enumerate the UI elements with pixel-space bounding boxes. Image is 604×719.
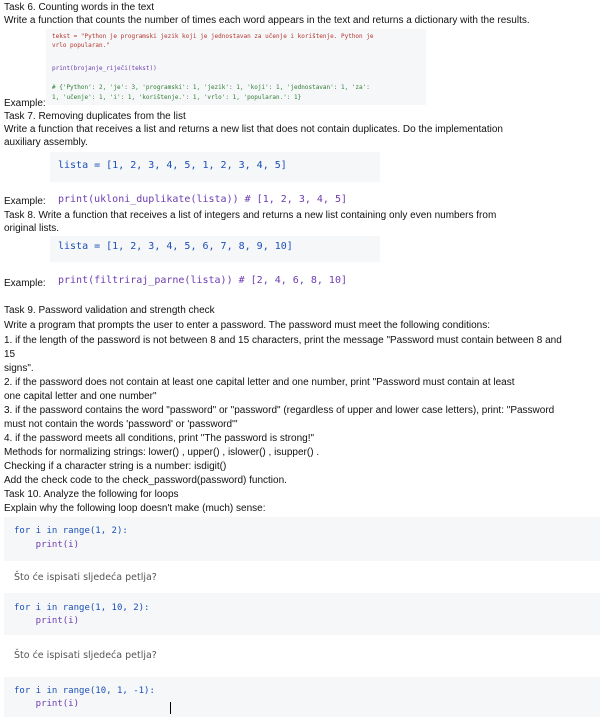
task9-line: Add the check code to the check_password(password) function. bbox=[4, 475, 287, 486]
task7-code-block bbox=[50, 152, 380, 182]
task9-line: Methods for normalizing strings: lower() , upper() , islower() , isupper() . bbox=[4, 447, 320, 458]
task8-example-code: print(filtriraj_parne(lista)) # [2, 4, 6, 8, 10] bbox=[58, 275, 347, 286]
task7-title: Task 7. Removing duplicates from the list bbox=[4, 111, 186, 122]
task9-line: 1. if the length of the password is not between 8 and 15 characters, print the message "Password must contain between 8 and bbox=[4, 335, 562, 346]
task6-description: Write a function that counts the number of times each word appears in the text and returns a dictionary with the results. bbox=[4, 15, 530, 26]
task8-title: Task 8. Write a function that receives a list of integers and returns a new list containing only even numbers from bbox=[4, 210, 497, 221]
task7-example-label: Example: bbox=[4, 196, 46, 207]
task9-line: Checking if a character string is a number: isdigit() bbox=[4, 461, 227, 472]
task10-loop2-block bbox=[4, 593, 600, 635]
task10-loop3-block bbox=[4, 677, 600, 717]
task6-code-line: tekst = "Python je programski jezik koji je jednostavan za učenje i korištenje. Python je bbox=[52, 33, 374, 40]
task9-line: 3. if the password contains the word "password" or "password" (regardless of upper and lower case letters), print: "Password bbox=[4, 405, 555, 416]
task10-title: Task 10. Analyze the following for loops bbox=[4, 489, 179, 500]
loop2-line: for i in range(1, 10, 2): bbox=[14, 603, 150, 613]
task7-description: Write a function that receives a list and returns a new list that does not contain duplicates. Do the implementation bbox=[4, 124, 503, 135]
task9-line: signs". bbox=[4, 363, 34, 374]
task7-code-line: lista = [1, 2, 3, 4, 5, 1, 2, 3, 4, 5] bbox=[58, 160, 287, 171]
task9-line: 15 bbox=[4, 349, 16, 360]
task10-question-2: Što će ispisati sljedeća petlja? bbox=[14, 650, 157, 661]
task6-code-block bbox=[46, 29, 426, 105]
task8-code-block bbox=[50, 236, 380, 262]
task8-title-cont: original lists. bbox=[4, 223, 60, 234]
task7-description: auxiliary assembly. bbox=[4, 137, 88, 148]
task6-title: Task 6. Counting words in the text bbox=[4, 2, 155, 13]
task9-line: Write a program that prompts the user to enter a password. The password must meet the following conditions: bbox=[4, 320, 490, 331]
task9-line: 2. if the password does not contain at least one capital letter and one number, print "Password must contain at least bbox=[4, 377, 515, 388]
task6-example-label: Example: bbox=[4, 98, 46, 109]
task8-code-line: lista = [1, 2, 3, 4, 5, 6, 7, 8, 9, 10] bbox=[58, 241, 293, 252]
task9-line: 4. if the password meets all conditions, print "The password is strong!" bbox=[4, 433, 315, 444]
task10-loop1-block bbox=[4, 517, 600, 561]
task6-code-line: vrlo popularan." bbox=[52, 42, 110, 49]
task7-example-code: print(ukloni_duplikate(lista)) # [1, 2, 3, 4, 5] bbox=[58, 194, 347, 205]
text-cursor[interactable] bbox=[170, 702, 171, 714]
loop3-line: for i in range(10, 1, -1): bbox=[14, 686, 155, 696]
task6-code-comment: # {'Python': 2, 'je': 3, 'programski': 1, 'jezik': 1, 'koji': 1, 'jednostavan': 1, 'za': bbox=[52, 84, 370, 91]
task8-example-label: Example: bbox=[4, 278, 46, 289]
task6-code-line: print(brojanje_riječi(tekst)) bbox=[52, 65, 157, 72]
task9-line: Task 9. Password validation and strength check bbox=[4, 305, 215, 316]
task9-line: must not contain the words 'password' or 'password'" bbox=[4, 419, 238, 430]
loop2-line: print(i) bbox=[14, 616, 80, 626]
task9-line: one capital letter and one number" bbox=[4, 391, 157, 402]
task10-description: Explain why the following loop doesn't make (much) sense: bbox=[4, 503, 266, 514]
task10-question-1: Što će ispisati sljedeća petlja? bbox=[14, 572, 157, 583]
loop1-line: print(i) bbox=[14, 540, 80, 550]
task6-code-comment: 1, 'učenje': 1, 'i': 1, 'korištenje.': 1, 'vrlo': 1, 'popularan.': 1} bbox=[52, 94, 302, 101]
loop1-line: for i in range(1, 2): bbox=[14, 526, 128, 536]
loop3-line: print(i) bbox=[14, 699, 80, 709]
